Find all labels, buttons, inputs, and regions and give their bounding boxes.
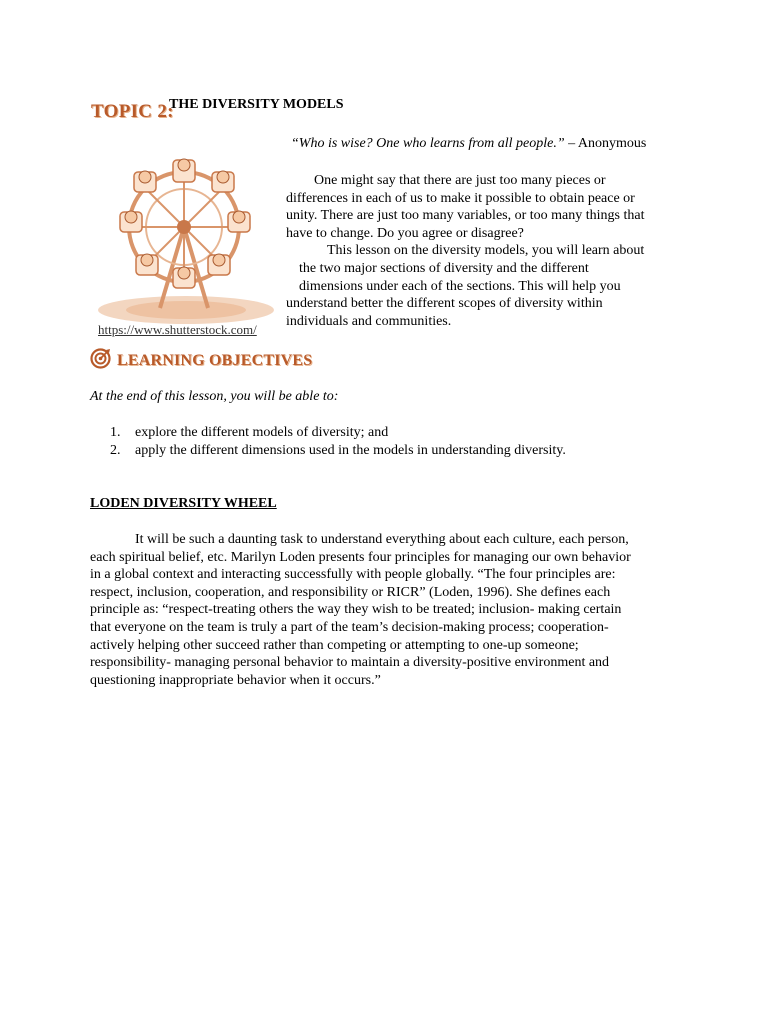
loden-paragraph	[90, 531, 631, 689]
paragraph-line: individuals and communities.	[286, 313, 452, 329]
paragraph-line: in a global context and interacting successfully with people globally. “The four principles are:	[90, 567, 616, 583]
quote-text: “Who is wise? One who learns from all people.”	[291, 136, 565, 151]
target-icon	[90, 348, 111, 374]
quote-attribution: – Anonymous	[564, 136, 647, 151]
section-heading: LODEN DIVERSITY WHEEL	[90, 496, 277, 511]
topic-label: TOPIC 2:	[91, 101, 174, 122]
intro-paragraph	[286, 172, 644, 330]
learning-objectives-heading	[90, 348, 312, 374]
list-text: explore the different models of diversity; and	[135, 425, 389, 440]
objectives-list	[110, 424, 566, 460]
paragraph-line: responsibility- managing personal behavior to maintain a diversity-positive environment and	[90, 655, 610, 671]
paragraph-line: understand better the different scopes of diversity within	[286, 296, 603, 312]
paragraph-line: respect, inclusion, cooperation, and responsibility or RICR” (Loden, 1996). She defines each	[90, 584, 611, 600]
paragraph-line: One might say that there are just too many pieces or	[314, 173, 606, 188]
page-title: THE DIVERSITY MODELS	[169, 97, 344, 112]
paragraph-line: have to change. Do you agree or disagree?	[286, 225, 524, 241]
list-number: 2.	[110, 443, 121, 458]
paragraph-line: each spiritual belief, etc. Marilyn Loden presents four principles for managing our own behavior	[90, 549, 631, 565]
paragraph-line: unity. There are just too many variables, or too many things that	[286, 208, 645, 224]
paragraph-line: principle as: “respect-treating others the way they wish to be treated; inclusion- making certain	[90, 602, 622, 618]
paragraph-line: the two major sections of diversity and the different	[299, 260, 589, 276]
learning-objectives-title: LEARNING OBJECTIVES	[117, 352, 313, 369]
quote	[291, 136, 646, 152]
paragraph-line: actively helping other succeed rather than competing or attempting to one-up someone;	[90, 637, 579, 653]
image-credit-link[interactable]: https://www.shutterstock.com/	[98, 322, 257, 337]
ferris-wheel-illustration	[96, 150, 278, 331]
list-item	[110, 442, 566, 460]
list-item	[110, 424, 566, 442]
paragraph-line: dimensions under each of the sections. This will help you	[299, 278, 621, 294]
paragraph-line: that everyone on the team is truly a part of the team’s decision-making process; cooperation-	[90, 619, 609, 635]
list-text: apply the different dimensions used in the models in understanding diversity.	[135, 443, 566, 458]
paragraph-line: This lesson on the diversity models, you will learn about	[327, 243, 645, 259]
paragraph-line: questioning inappropriate behavior when it occurs.”	[90, 672, 381, 688]
list-number: 1.	[110, 425, 121, 440]
paragraph-line: differences in each of us to make it possible to obtain peace or	[286, 190, 635, 206]
objectives-intro: At the end of this lesson, you will be able to:	[90, 389, 339, 404]
paragraph-line: It will be such a daunting task to understand everything about each culture, each person,	[135, 532, 629, 547]
